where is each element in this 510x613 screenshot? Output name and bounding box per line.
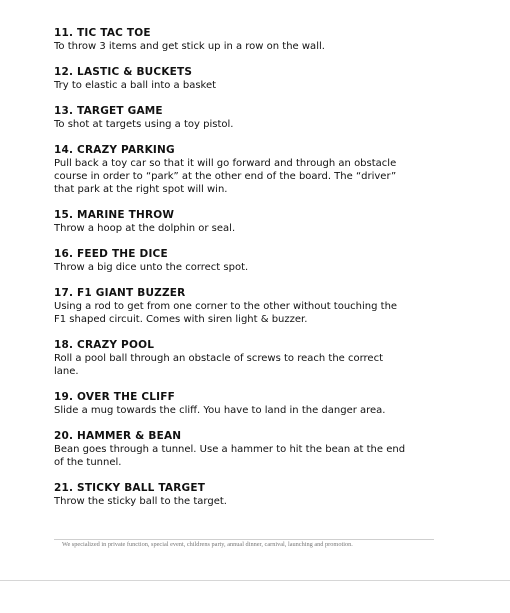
game-description: Throw a hoop at the dolphin or seal. (54, 223, 236, 234)
game-entry-tic-tac-toe (54, 27, 494, 53)
game-entry-feed-the-dice (54, 248, 494, 274)
footer-divider (54, 539, 434, 540)
game-title: 21. STICKY BALL TARGET (54, 482, 206, 494)
game-description: Throw the sticky ball to the target. (54, 496, 227, 507)
footer-note: We specialized in private function, special event, childrens party, annual dinner, carnival, launching and promotion. (62, 541, 353, 548)
game-entry-over-the-cliff (54, 391, 494, 417)
game-description: Throw a big dice unto the correct spot. (54, 262, 249, 273)
game-description: Pull back a toy car so that it will go forward and through an obstacle course in order to “park” at the other end of the board. The “driver” that park at the right spot will win. (54, 158, 397, 195)
game-entry-hammer-bean (54, 430, 494, 469)
game-description: Bean goes through a tunnel. Use a hammer to hit the bean at the end of the tunnel. (54, 444, 406, 468)
game-entry-crazy-pool (54, 339, 494, 378)
game-title: 16. FEED THE DICE (54, 248, 168, 260)
game-entry-lastic-buckets (54, 66, 494, 92)
game-description: Using a rod to get from one corner to the other without touching the F1 shaped circuit. Comes with siren light & buzzer. (54, 301, 398, 325)
game-entry-target-game (54, 105, 494, 131)
game-description: Slide a mug towards the cliff. You have to land in the danger area. (54, 405, 386, 416)
game-title: 18. CRAZY POOL (54, 339, 155, 351)
game-title: 12. LASTIC & BUCKETS (54, 66, 193, 78)
game-title: 20. HAMMER & BEAN (54, 430, 182, 442)
game-entry-marine-throw (54, 209, 494, 235)
game-title: 14. CRAZY PARKING (54, 144, 175, 156)
game-title: 19. OVER THE CLIFF (54, 391, 175, 403)
game-description: Roll a pool ball through an obstacle of screws to reach the correct lane. (54, 353, 384, 377)
game-description: To shot at targets using a toy pistol. (54, 119, 234, 130)
game-title: 11. TIC TAC TOE (54, 27, 151, 39)
page-bottom-divider (0, 580, 510, 581)
game-list (54, 27, 494, 521)
game-title: 13. TARGET GAME (54, 105, 163, 117)
game-description: Try to elastic a ball into a basket (54, 80, 217, 91)
game-description: To throw 3 items and get stick up in a row on the wall. (54, 41, 325, 52)
game-entry-sticky-ball-target (54, 482, 494, 508)
game-entry-crazy-parking (54, 144, 494, 196)
game-title: 15. MARINE THROW (54, 209, 175, 221)
game-entry-f1-giant-buzzer (54, 287, 494, 326)
game-title: 17. F1 GIANT BUZZER (54, 287, 186, 299)
